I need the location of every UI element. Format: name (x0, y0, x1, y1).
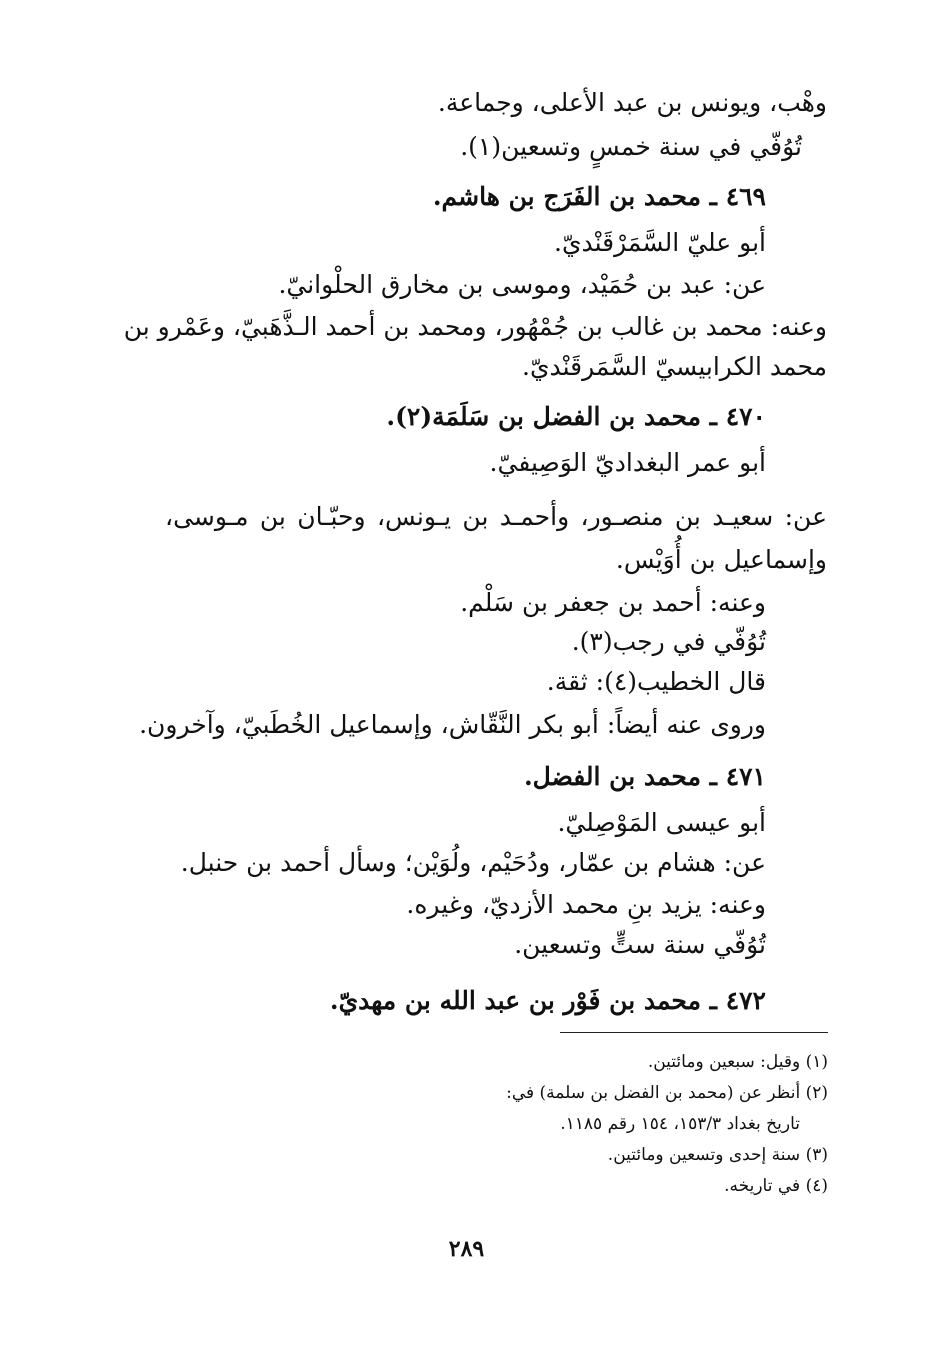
text-line: وعنه: محمد بن غالب بن جُمْهُور، ومحمد بن أحمد الـذَّهَبيّ، وعَمْرو بن (123, 312, 827, 341)
text-line: تُوُفّي في رجب(٣). (571, 627, 766, 656)
footnote: (١) وقيل: سبعين ومائتين. (647, 1052, 828, 1072)
footnote-divider (560, 1032, 828, 1033)
text-line: محمد الكرابيسيّ السَّمَرقَنْديّ. (522, 352, 827, 381)
text-line: أبو عليّ السَّمَرْقَنْديّ. (554, 228, 766, 257)
footnote: (٢) أنظر عن (محمد بن الفضل بن سلمة) في: (506, 1083, 828, 1103)
text-line: وعنه: أحمد بن جعفر بن سَلْم. (460, 588, 766, 617)
text-line: تُوُفّي في سنة خمسٍ وتسعين(١). (460, 132, 802, 161)
entry-heading-469: ٤٦٩ ـ محمد بن الفَرَج بن هاشم. (432, 182, 766, 211)
entry-heading-472: ٤٧٢ ـ محمد بن فَوْر بن عبد الله بن مهديّ. (329, 986, 766, 1015)
footnote: (٣) سنة إحدى وتسعين ومائتين. (607, 1145, 828, 1165)
page-number: ٢٨٩ (448, 1236, 485, 1262)
entry-heading-471: ٤٧١ ـ محمد بن الفضل. (523, 762, 766, 791)
text-line: عن: عبد بن حُمَيْد، وموسى بن مخارق الحلْوانيّ. (278, 270, 766, 299)
text-line: وهْب، ويونس بن عبد الأعلى، وجماعة. (437, 88, 827, 117)
text-line: أبو عيسى المَوْصِليّ. (557, 808, 766, 837)
text-line: عن: سعيـد بن منصـور، وأحمـد بن يـونس، وحبّـان بن مـوسى، (165, 502, 827, 531)
entry-heading-470: ٤٧٠ ـ محمد بن الفضل بن سَلَمَة(٢). (386, 402, 766, 431)
footnote: (٤) في تاريخه. (724, 1176, 828, 1196)
text-line: وروى عنه أيضاً: أبو بكر النَّقّاش، وإسماعيل الخُطَبيّ، وآخرون. (139, 710, 766, 739)
text-line: عن: هشام بن عمّار، ودُحَيْم، ولُوَيْن؛ وسأل أحمد بن حنبل. (180, 848, 766, 877)
footnote: تاريخ بغداد ١٥٣/٣، ١٥٤ رقم ١١٨٥. (560, 1114, 800, 1134)
text-line: تُوُفّي سنة ستٍّ وتسعين. (514, 930, 766, 959)
text-line: أبو عمر البغداديّ الوَصِيفيّ. (489, 448, 766, 477)
text-line: وإسماعيل بن أُوَيْس. (615, 545, 827, 574)
text-line: وعنه: يزيد بنِ محمد الأزديّ، وغيره. (406, 890, 766, 919)
text-line: قال الخطيب(٤): ثقة. (546, 667, 766, 696)
